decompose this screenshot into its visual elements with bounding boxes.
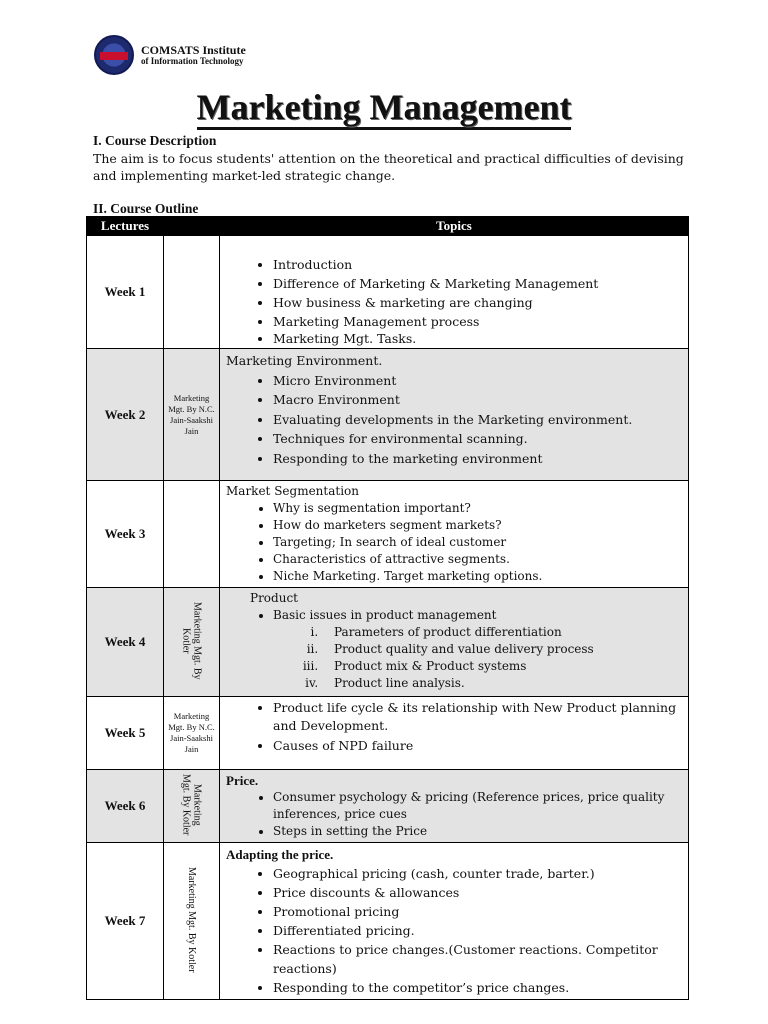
topic-heading: Marketing Environment. [226,353,383,368]
week-label: Week 5 [87,697,164,770]
topic-list [226,699,682,755]
topics-cell [220,481,689,588]
list-item: • Consumer psychology & pricing (Reference prices, price quality inferences, price cues [273,789,682,823]
week-label: Week 2 [87,349,164,481]
reference-cell [164,481,220,588]
table-row [87,843,689,1000]
reference-cell [164,588,220,697]
document-title [0,86,768,128]
topics-cell [220,588,689,697]
list-item: ii. Product quality and value delivery process [322,641,682,658]
list-item: • Price discounts & allowances [273,883,682,902]
list-item: • How business & marketing are changing [273,293,682,312]
topics-cell [220,697,689,770]
reference-cell [164,843,220,1000]
topic-heading: Market Segmentation [226,484,359,498]
institute-name-line2: of Information Technology [141,56,244,66]
reference-cell [164,770,220,843]
table-row [87,770,689,843]
list-item: i. Parameters of product differentiation [322,624,682,641]
list-item: • Why is segmentation important? [273,500,682,517]
table-row [87,697,689,770]
table-row [87,481,689,588]
reference-vertical-text: Marketing Mgt. By Kotler [186,866,197,973]
topic-list [250,607,682,624]
list-item: • Macro Environment [273,390,682,410]
topic-heading: Product [250,591,298,605]
document-title-text: Marketing Management [197,87,572,130]
topic-list [226,500,682,585]
institute-name [141,44,246,66]
list-item: • Geographical pricing (cash, counter trade, barter.) [273,864,682,883]
table-row [87,588,689,697]
comsats-logo-icon [94,35,134,75]
topic-list [226,255,682,346]
list-item: • Characteristics of attractive segments. [273,551,682,568]
list-item: • Product life cycle & its relationship with New Product planning and Development. [273,699,682,735]
table-row [87,349,689,481]
list-item: • Difference of Marketing & Marketing Management [273,274,682,293]
list-item: • Responding to the marketing environment [273,449,682,469]
list-item: iv. Product line analysis. [322,675,682,692]
topics-cell [220,236,689,349]
topics-cell [220,843,689,1000]
list-item: • Promotional pricing [273,902,682,921]
list-item: • Differentiated pricing. [273,921,682,940]
list-item: • Targeting; In search of ideal customer [273,534,682,551]
course-description-heading: I. Course Description [93,133,217,148]
course-description-text: The aim is to focus students' attention on the theoretical and practical difficulties of devising and implementing market-led strategic change. [93,151,684,183]
subtopic-list [250,624,682,692]
ref-column-header [164,217,220,236]
list-item: • How do marketers segment markets? [273,517,682,534]
list-item: • Micro Environment [273,371,682,391]
week-label: Week 1 [87,236,164,349]
table-row [87,236,689,349]
list-item: • Introduction [273,255,682,274]
topic-heading: Adapting the price. [226,847,334,862]
list-item: • Marketing Mgt. Tasks. [273,331,682,346]
list-item: • Steps in setting the Price [273,823,682,840]
topic-list [226,864,682,997]
reference-cell: Marketing Mgt. By N.C. Jain-Saakshi Jain [164,349,220,481]
topics-column-header: Topics [220,217,689,236]
list-item: • Evaluating developments in the Marketing environment. [273,410,682,430]
reference-cell: Marketing Mgt. By N.C. Jain-Saakshi Jain [164,697,220,770]
topics-cell [220,770,689,843]
topic-heading: Price. [226,773,259,788]
list-item: • Responding to the competitor’s price changes. [273,978,682,997]
course-outline-heading: II. Course Outline [93,201,199,216]
lectures-column-header: Lectures [87,217,164,236]
week-label: Week 3 [87,481,164,588]
list-item: • Basic issues in product management [273,607,682,624]
list-item: iii. Product mix & Product systems [322,658,682,675]
list-item: • Causes of NPD failure [273,737,682,755]
topic-list [226,371,682,469]
list-item: • Techniques for environmental scanning. [273,429,682,449]
topics-cell [220,349,689,481]
week-label: Week 6 [87,770,164,843]
list-item: • Niche Marketing. Target marketing options. [273,568,682,585]
reference-vertical-text: Marketing Mgt. By Kotler [180,601,203,680]
table-header-row [87,217,689,236]
reference-cell [164,236,220,349]
institute-name-line1: COMSATS Institute [141,43,246,57]
topic-list [226,789,682,840]
reference-vertical-text: Marketing Mgt. By Kotler [180,773,203,836]
week-label: Week 7 [87,843,164,1000]
list-item: • Marketing Management process [273,312,682,331]
list-item: • Reactions to price changes.(Customer reactions. Competitor reactions) [273,940,682,978]
course-outline-table [86,216,689,1000]
week-label: Week 4 [87,588,164,697]
